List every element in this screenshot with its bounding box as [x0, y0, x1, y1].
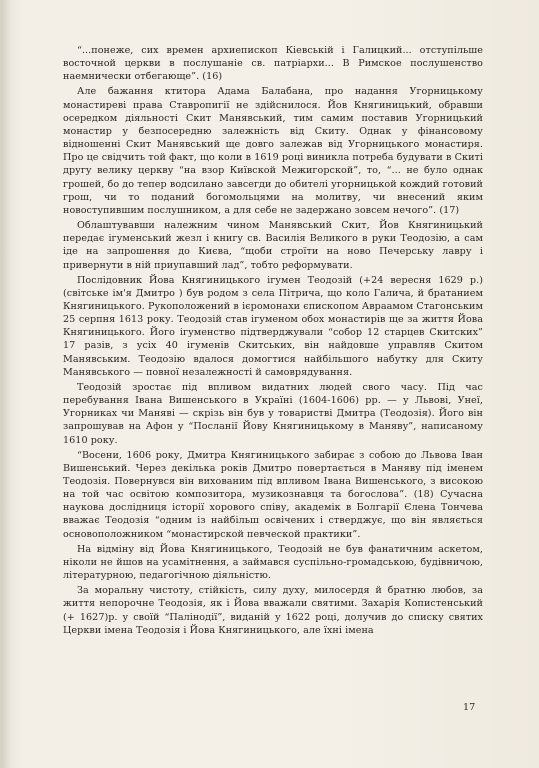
page-number: 17 [463, 702, 476, 713]
paragraph-hegumen-teodozii: Послідовник Йова Княгиницького ігумен Теодозій (+24 вересня 1629 р.) (світське ім'я Дмитро ) був родом з села Пітрича, що коло Галича, й братанием Княгиницького. Рукоположений в ієромонахи єпископом Авраамом Стагонським 25 серпня 1613 року. Теодозій став ігуменом обох монастирів ще за життя Йова Княгиницького. Його ігуменство підтверджували “собор 12 старцев Скитских” 17 разів, з усіх 40 ігуменів Скитських, він найдовше управляв Скитом Манявським. Теодозію вдалося домогтися найбільшого набутку для Скиту Манявського — повної незалежності й самоврядування. [63, 274, 483, 378]
page-body [63, 44, 483, 637]
paragraph-saints: За моральну чистоту, стійкість, силу духу, милосердя й братню любов, за життя непорочне Теодозія, як і Йова вважали святими. Захарія Копистенський (+ 1627)р. у своїй “Палінодії”, виданій у 1622 році, долучив до списку святих Церкви імена Теодозія і Йова Княгиницького, але їхні імена [63, 585, 483, 636]
paragraph-autumn-1606: “Восени, 1606 року, Дмитра Княгиницького забирає з собою до Львова Іван Вишенський. Через декілька років Дмитро повертається в Маняву під іменем Теодозія. Повернувся він вихованим під впливом Івана Вишенського, з високою на той час освітою композитора, музикознавця та богослова”. (18) Сучасна наукова дослідниця історії хорового співу, академік в Болгарії Єлена Тончева вважає Теодозія “одним із найбільш освічених і стверджує, що він являється основоположником “монастирской певческой практики”. [63, 449, 483, 540]
paragraph-stavropigia: Але бажання ктитора Адама Балабана, про надання Угорницькому монастиреві права Ставропигії не здійснилося. Йов Княгиницький, обравши осередком діяльності Скит Манявський, тим самим поставив Угорницький монастир у безпосередню залежність від Скиту. Однак у фінансовому відношенні Скит Манявський ще довго залежав від Угорницького монастиря. Про це свідчить той факт, що коли в 1619 році виникла потреба будувати в Скиті другу велику церкву “на взор Київской Межигорской”, то, “... не було однак грошей, бо до тепер водсилано завсегди до обителі угорницькой кождий готовий грош, чи то поданий богомольцями на молитву, чи внесений яким новоступившим послушником, а для себе не задержано зовсем нечого”. (17) [63, 86, 483, 216]
paragraph-not-ascetic: На відміну від Йова Княгиницького, Теодозій не був фанатичним аскетом, ніколи не йшов на усамітнення, а займався суспільно-громадською, будівничою, літературною, педагогічною діяльністю. [63, 543, 483, 582]
paragraph-kyiv-invitation: Облаштувавши належним чином Манявський Скит, Йов Княгиницький передає ігуменський жезл і книгу св. Василія Великого в руки Теодозію, а сам іде на запрошення до Києва, “щоби строїти на ново Печерську лавру і привернути в ній приупавший лад”, тобто реформувати. [63, 220, 483, 271]
paragraph-vyshenskyi: Теодозій зростає під впливом видатних людей свого часу. Під час перебування Івана Вишенського в Україні (1604-1606) pp. — у Львові, Унеї, Угорниках чи Маняві — скрізь він був у товаристві Дмитра (Теодозія). Його він запрошував на Афон у “Посланії Йову Княгиницькому в Маняву”, написаному 1610 року. [63, 381, 483, 446]
paragraph-quote-16: “...понеже, сих времен архиепископ Кіевській і Галицкий... отступільше восточной церкви в послушаніе св. патріархи... В Римское послушенство наемнически отбегающе”. (16) [63, 45, 483, 83]
